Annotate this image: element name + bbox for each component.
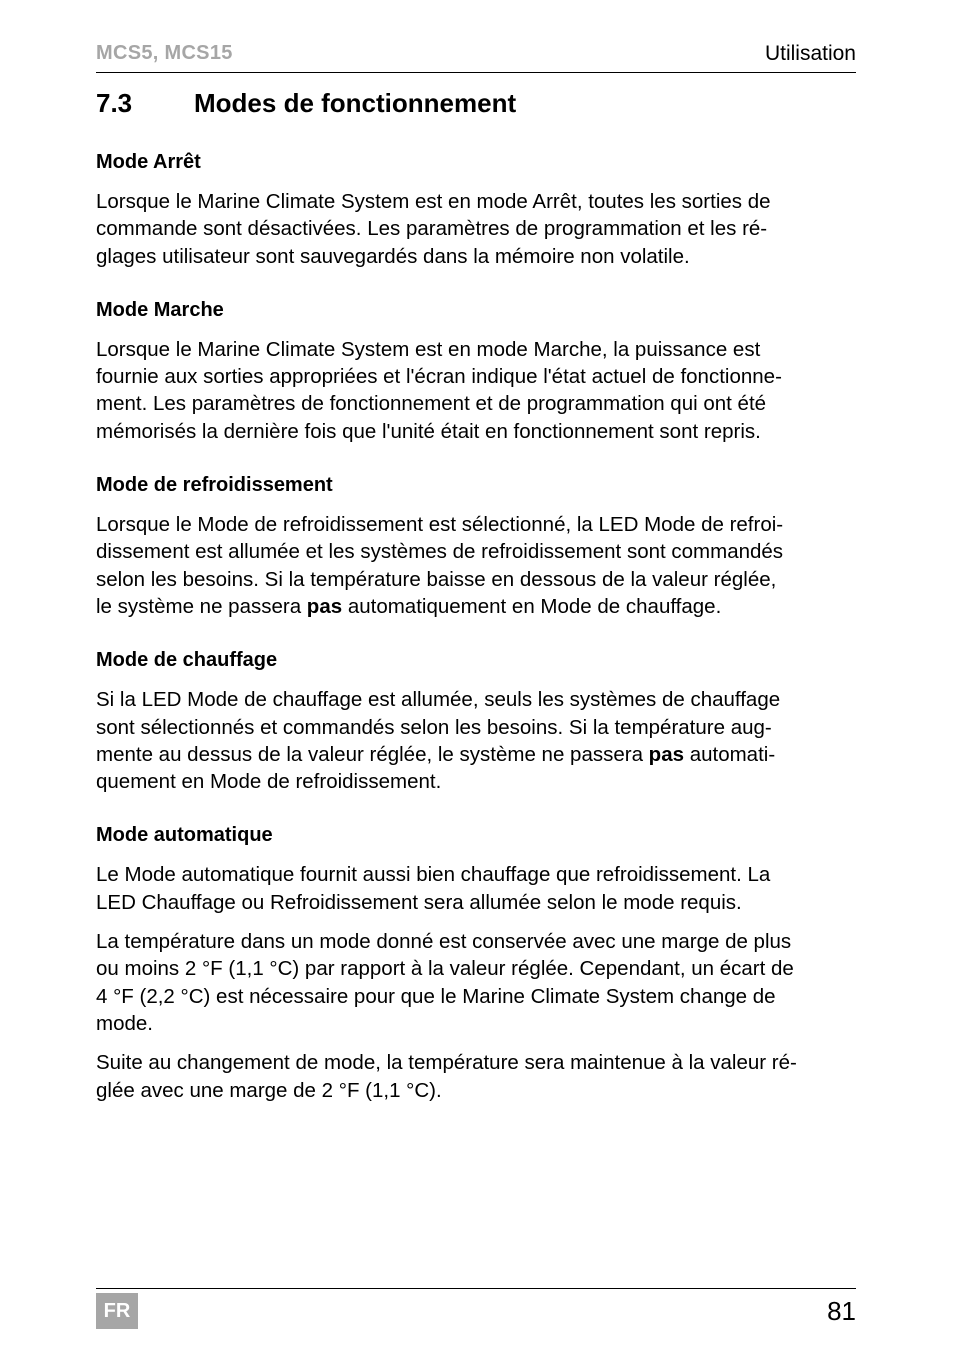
mode-cooling-block: [96, 471, 858, 620]
mode-off-heading: Mode Arrêt: [96, 151, 201, 173]
section-title: Modes de fonctionnement: [194, 88, 517, 118]
mode-on-text: Lorsque le Marine Climate System est en mode Marche, la puissance est fournie aux sorties appropriées et l'écran indique l'état actuel de fonctionne- ment. Les paramètres de fonctionnement et de programmation qui ont été mémorisés la dernière fois que l'unité était en fonctionnement sont repris.: [96, 337, 782, 443]
mode-heating-heading: Mode de chauffage: [96, 649, 278, 672]
section-number: 7.3: [96, 88, 133, 118]
mode-off-text: Lorsque le Marine Climate System est en mode Arrêt, toutes les sorties de commande sont désactivées. Les paramètres de programmation et les ré- glages utilisateur sont sauvegardés dans la mémoire non volatile.: [96, 190, 771, 268]
mode-cooling-text: [96, 511, 858, 620]
page-number: 81: [827, 1296, 856, 1326]
mode-heating-emphasis: pas: [648, 742, 684, 766]
mode-heating-text-start: Si la LED Mode de chauffage est allumée, seuls les systèmes de chauffage sont sélectionnés et commandés selon les besoins. Si la température aug- mente au dessus de la valeur réglée, le système ne passera: [96, 688, 781, 766]
mode-on-heading: Mode Marche: [96, 298, 224, 321]
mode-cooling-heading: Mode de refroidissement: [96, 474, 333, 497]
mode-heating-text: [96, 686, 858, 795]
mode-on-block: [96, 296, 858, 445]
language-badge: FR: [96, 1293, 138, 1329]
page-body: [96, 148, 858, 1116]
page-header: [96, 40, 856, 73]
mode-auto-paragraph: Le Mode automatique fournit aussi bien chauffage que refroidissement. La LED Chauffage ou Refroidissement sera allumée selon le mode requis.: [96, 863, 771, 914]
mode-off-block: [96, 148, 858, 270]
mode-auto-block: [96, 821, 858, 1103]
mode-heating-block: [96, 646, 858, 795]
page-footer: [96, 1288, 856, 1333]
mode-auto-paragraph: Suite au changement de mode, la température sera maintenue à la valeur ré- glée avec une marge de 2 °F (1,1 °C).: [96, 1051, 797, 1102]
mode-heating-text-end: automati- quement en Mode de refroidissement.: [96, 742, 776, 794]
mode-cooling-text-end: automatiquement en Mode de chauffage.: [342, 594, 722, 618]
mode-auto-heading: Mode automatique: [96, 824, 273, 847]
section-heading: [96, 88, 516, 119]
mode-cooling-emphasis: pas: [306, 594, 343, 618]
chapter-name: Utilisation: [764, 42, 856, 65]
product-name: MCS5, MCS15: [96, 42, 233, 64]
mode-auto-paragraph: La température dans un mode donné est conservée avec une marge de plus ou moins 2 °F (1,1 °C) par rapport à la valeur réglée. Cependant, un écart de 4 °F (2,2 °C) est nécessaire pour que le Marine Climate System change de mode.: [96, 930, 794, 1035]
mode-cooling-text-start: Lorsque le Mode de refroidissement est sélectionné, la LED Mode de refroi- dissement est allumée et les systèmes de refroidissement sont commandés selon les besoins. Si la température baisse en dessous de la valeur réglée, le système ne passera: [96, 513, 784, 618]
